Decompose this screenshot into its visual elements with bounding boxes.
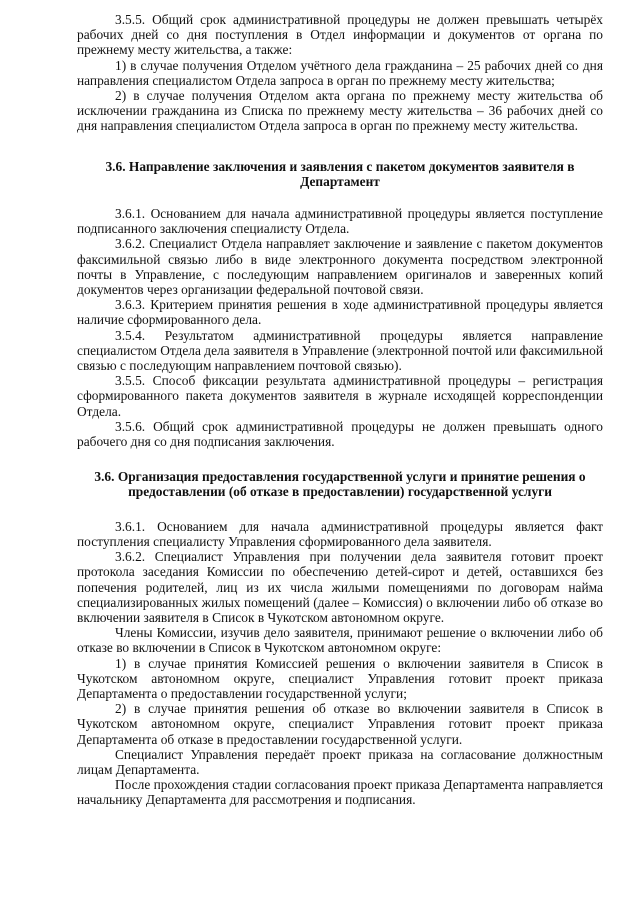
document-page (77, 12, 603, 808)
paragraph-term-case-1: 1) в случае получения Отделом учётного дела гражданина – 25 рабочих дней со дня направления специалистом Отдела запроса в орган по прежнему месту жительства; (77, 57, 603, 88)
section-heading-3-6-referral: 3.6. Направление заключения и заявления с пакетом документов заявителя в Департамент (105, 158, 575, 189)
paragraph-3-5-6-term: 3.5.6. Общий срок административной процедуры не должен превышать одного рабочего дня со дня подписания заключения. (77, 418, 603, 450)
spacer (77, 189, 603, 206)
paragraph-3-6-1-basis: 3.6.1. Основанием для начала административной процедуры является поступление подписанного заключения специалисту Отдела. (77, 206, 603, 237)
paragraph-3-6-2-protocol: 3.6.2. Специалист Управления при получении дела заявителя готовит проект протокола заседания Комиссии по обеспечению детей-сирот и детей, оставшихся без попечения родителей, лиц из их числа жилыми помещениями по договорам найма специализированных жилых помещений (далее – Комиссия) о включении либо об отказе во включении заявителя в Список в Чукотском автономном округе. (77, 549, 603, 625)
paragraph-3-5-5-term: 3.5.5. Общий срок административной процедуры не должен превышать четырёх рабочих дней со дня поступления в Отдел информации и документов от органа по прежнему месту жительства, а также: (77, 12, 603, 58)
spacer (77, 449, 603, 469)
paragraph-3-6-3-criterion: 3.6.3. Критерием принятия решения в ходе административной процедуры является наличие сформированного дела. (77, 297, 603, 328)
paragraph-approval: Специалист Управления передаёт проект приказа на согласование должностным лицам Департамента. (77, 746, 603, 777)
paragraph-decision-case-2: 2) в случае принятия решения об отказе во включении заявителя в Список в Чукотском автономном округе, специалист Управления готовит проект приказа Департамента об отказе в предоставлении государственной услуги. (77, 701, 603, 747)
paragraph-signing: После прохождения стадии согласования проект приказа Департамента направляется начальнику Департамента для рассмотрения и подписания. (77, 777, 603, 808)
paragraph-3-5-4-result: 3.5.4. Результатом административной процедуры является направление специалистом Отдела дела заявителя в Управление (электронной почтой или факсимильной связью с последующим направлением почтовой связью). (77, 327, 603, 374)
paragraph-3-6-2-sending: 3.6.2. Специалист Отдела направляет заключение и заявление с пакетом документов факсимильной связью либо в виде электронного документа посредством электронной почты в Управление, с последующим направлением оригиналов и заверенных копий документов через организации федеральной почтовой связи. (77, 236, 603, 298)
paragraph-commission-members: Члены Комиссии, изучив дело заявителя, принимают решение о включении либо об отказе во включении в Список в Чукотском автономном округе: (77, 625, 603, 656)
spacer (77, 134, 603, 159)
paragraph-3-6-1-fact: 3.6.1. Основанием для начала административной процедуры является факт поступления специалисту Управления сформированного дела заявителя. (77, 518, 603, 549)
spacer (77, 500, 603, 519)
paragraph-term-case-2: 2) в случае получения Отделом акта органа по прежнему месту жительства об исключении гражданина из Списка по прежнему месту жительства – 36 рабочих дней со дня направления специалистом Отдела запроса в орган по прежнему месту жительства. (77, 88, 603, 134)
paragraph-3-5-5-fixation: 3.5.5. Способ фиксации результата административной процедуры – регистрация сформированного пакета документов заявителя в журнале исходящей корреспонденции Отдела. (77, 373, 603, 419)
paragraph-decision-case-1: 1) в случае принятия Комиссией решения о включении заявителя в Список в Чукотском автономном округе, специалист Управления готовит проект приказа Департамента о предоставлении государственной услуги; (77, 655, 603, 701)
section-heading-3-6-provision: 3.6. Организация предоставления государственной услуги и принятие решения о предоставлении (об отказе в предоставлении) государственной услуги (94, 469, 586, 500)
